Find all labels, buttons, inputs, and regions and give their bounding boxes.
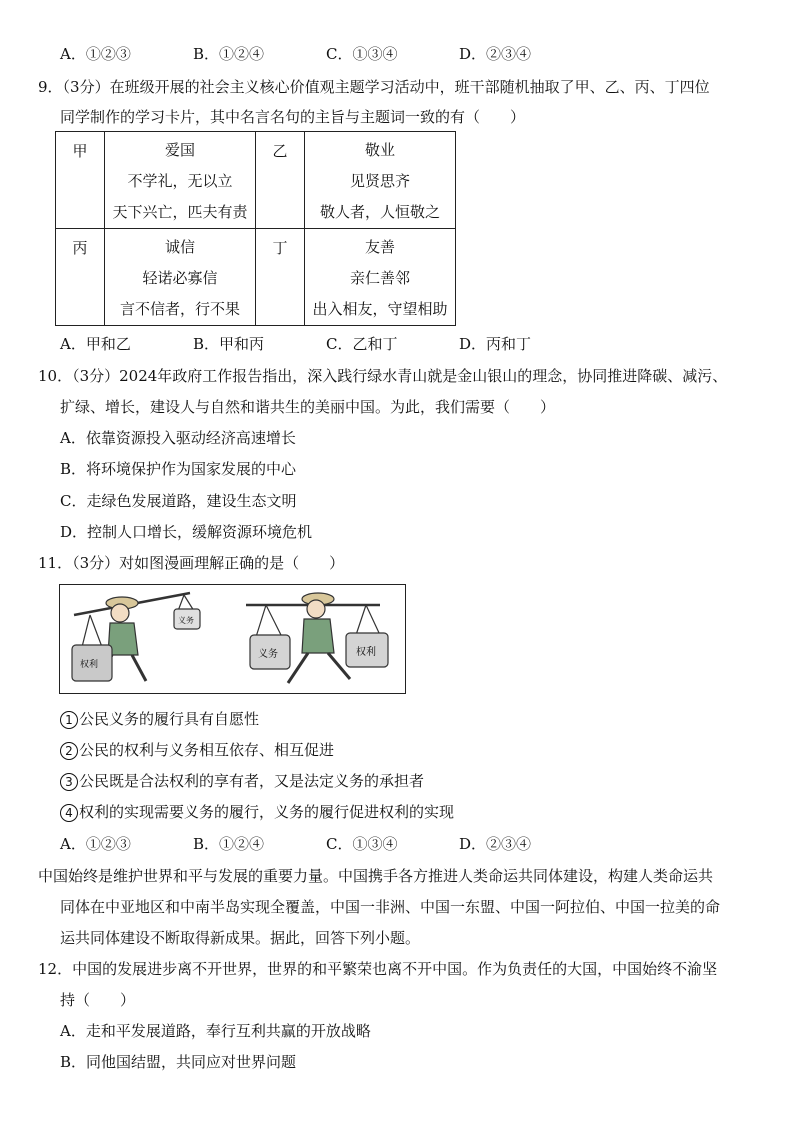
q9-option-b[interactable]: B．甲和丙 bbox=[193, 335, 265, 353]
q11-options bbox=[60, 834, 592, 854]
card-theme: 友善 bbox=[364, 238, 395, 256]
q11-statement-3 bbox=[60, 771, 424, 791]
q9-option-a[interactable]: A．甲和乙 bbox=[60, 335, 131, 353]
cartoon-left-small-label: 义务 bbox=[178, 616, 194, 625]
q10-stem-line1: 10．（3分）2024年政府工作报告指出，深入践行绿水青山就是金山银山的理念，协同推进降碳、减污、 bbox=[38, 367, 728, 385]
circled-number: 1 bbox=[60, 711, 78, 729]
q8-option-d[interactable]: D．②③④ bbox=[459, 45, 532, 63]
q12-option-b[interactable]: B．同他国结盟，共同应对世界问题 bbox=[60, 1053, 297, 1071]
card-body bbox=[105, 229, 256, 326]
card-quote: 言不信者，行不果 bbox=[119, 300, 240, 318]
q12-stem-line2: 持（ ） bbox=[60, 991, 136, 1009]
q9-card-table bbox=[55, 131, 456, 326]
intro-line3: 运共同体建设不断取得新成果。据此，回答下列小题。 bbox=[60, 929, 421, 947]
q11-option-c[interactable]: C．①③④ bbox=[326, 835, 398, 853]
statement-text: 公民既是合法权利的享有者，又是法定义务的承担者 bbox=[79, 772, 425, 790]
card-quote: 轻诺必寡信 bbox=[142, 269, 218, 287]
q9-stem-line1: 9．（3分）在班级开展的社会主义核心价值观主题学习活动中，班干部随机抽取了甲、乙、丙、丁四位 bbox=[38, 78, 710, 96]
cartoon-right-duty-label: 义务 bbox=[258, 649, 278, 660]
card-label: 乙 bbox=[256, 132, 305, 229]
card-quote: 出入相友，守望相助 bbox=[312, 300, 448, 318]
statement-text: 权利的实现需要义务的履行，义务的履行促进权利的实现 bbox=[79, 803, 455, 821]
q11-option-a[interactable]: A．①②③ bbox=[60, 835, 131, 853]
card-quote: 不学礼，无以立 bbox=[127, 172, 233, 190]
card-body bbox=[105, 132, 256, 229]
q9-option-d[interactable]: D．丙和丁 bbox=[459, 335, 532, 353]
card-theme: 爱国 bbox=[164, 141, 195, 159]
card-label: 丙 bbox=[56, 229, 105, 326]
q12-stem-line1: 12．中国的发展进步离不开世界，世界的和平繁荣也离不开中国。作为负责任的大国，中国始终不渝坚 bbox=[38, 960, 718, 978]
intro-line2: 同体在中亚地区和中南半岛实现全覆盖，中国一非洲、中国一东盟、中国一阿拉伯、中国一拉美的命 bbox=[60, 898, 721, 916]
q8-option-c[interactable]: C．①③④ bbox=[326, 45, 398, 63]
q10-option-b[interactable]: B．将环境保护作为国家发展的中心 bbox=[60, 460, 297, 478]
circled-number: 4 bbox=[60, 804, 78, 822]
statement-text: 公民义务的履行具有自愿性 bbox=[79, 710, 260, 728]
circled-number: 2 bbox=[60, 742, 78, 760]
q11-stem: 11．（3分）对如图漫画理解正确的是（ ） bbox=[38, 554, 345, 572]
q8-option-a[interactable]: A．①②③ bbox=[60, 45, 131, 63]
q9-options bbox=[60, 334, 592, 354]
card-body bbox=[305, 229, 456, 326]
q10-stem-line2: 扩绿、增长，建设人与自然和谐共生的美丽中国。为此，我们需要（ ） bbox=[60, 398, 556, 416]
q11-statement-4 bbox=[60, 802, 454, 822]
cartoon-right-figure bbox=[246, 593, 388, 683]
cartoon-right-right-label: 权利 bbox=[356, 647, 376, 658]
card-quote: 敬人者，人恒敬之 bbox=[319, 203, 440, 221]
card-label: 甲 bbox=[56, 132, 105, 229]
cartoon-left-big-label: 权利 bbox=[80, 660, 99, 670]
q10-option-d[interactable]: D．控制人口增长，缓解资源环境危机 bbox=[60, 523, 313, 541]
q11-option-d[interactable]: D．②③④ bbox=[459, 835, 532, 853]
card-label: 丁 bbox=[256, 229, 305, 326]
q11-option-b[interactable]: B．①②④ bbox=[193, 835, 265, 853]
card-body bbox=[305, 132, 456, 229]
card-quote: 见贤思齐 bbox=[349, 172, 410, 190]
card-quote: 天下兴亡，匹夫有责 bbox=[112, 203, 248, 221]
card-theme: 敬业 bbox=[364, 141, 395, 159]
card-quote: 亲仁善邻 bbox=[349, 269, 410, 287]
q11-statement-2 bbox=[60, 740, 334, 760]
q12-option-a[interactable]: A．走和平发展道路，奉行互利共赢的开放战略 bbox=[60, 1022, 371, 1040]
q8-options bbox=[60, 44, 592, 64]
cartoon-drawing bbox=[60, 585, 404, 692]
intro-line1: 中国始终是维护世界和平与发展的重要力量。中国携手各方推进人类命运共同体建设，构建人类命运共 bbox=[38, 867, 714, 885]
q10-option-c[interactable]: C．走绿色发展道路，建设生态文明 bbox=[60, 492, 297, 510]
q9-stem-line2: 同学制作的学习卡片，其中名言名句的主旨与主题词一致的有（ ） bbox=[60, 108, 526, 126]
q9-option-c[interactable]: C．乙和丁 bbox=[326, 335, 398, 353]
q11-statement-1 bbox=[60, 709, 259, 729]
circled-number: 3 bbox=[60, 773, 78, 791]
q10-option-a[interactable]: A．依靠资源投入驱动经济高速增长 bbox=[60, 429, 296, 447]
card-theme: 诚信 bbox=[164, 238, 195, 256]
statement-text: 公民的权利与义务相互依存、相互促进 bbox=[79, 741, 335, 759]
rights-duties-cartoon bbox=[59, 584, 406, 694]
q8-option-b[interactable]: B．①②④ bbox=[193, 45, 265, 63]
